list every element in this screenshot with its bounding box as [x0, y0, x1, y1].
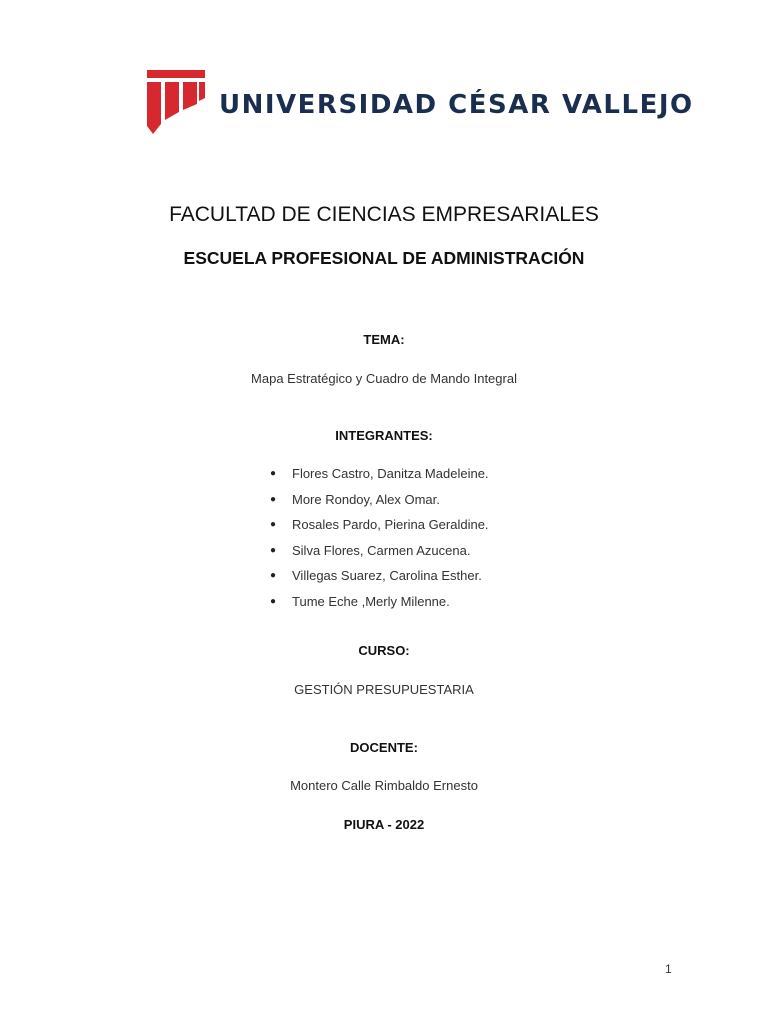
bullet-icon: ●	[270, 468, 277, 479]
university-name: UNIVERSIDAD CÉSAR VALLEJO	[219, 90, 694, 120]
docente-value: Montero Calle Rimbaldo Ernesto	[290, 778, 478, 793]
bullet-icon: ●	[270, 570, 277, 581]
bullet-icon: ●	[270, 493, 277, 505]
docente-label: DOCENTE:	[350, 740, 418, 755]
member-name: More Rondoy, Alex Omar.	[292, 491, 440, 507]
tema-value: Mapa Estratégico y Cuadro de Mando Integral	[251, 371, 517, 386]
member-name: Tume Eche ,Merly Milenne.	[292, 593, 450, 609]
page-number: 1	[665, 962, 672, 976]
list-item	[270, 593, 489, 619]
list-item	[270, 491, 489, 517]
list-item	[270, 465, 489, 491]
list-item	[270, 542, 489, 568]
list-item	[270, 567, 489, 593]
school-title: ESCUELA PROFESIONAL DE ADMINISTRACIÓN	[183, 248, 585, 268]
list-item	[270, 516, 489, 542]
members-list	[270, 465, 489, 618]
university-logo	[145, 68, 694, 136]
bullet-icon: ●	[270, 595, 277, 607]
bullet-icon: ●	[270, 519, 277, 530]
place-year: PIURA - 2022	[343, 817, 425, 832]
bullet-icon: ●	[270, 544, 277, 556]
member-name: Rosales Pardo, Pierina Geraldine.	[292, 517, 489, 532]
faculty-title: FACULTAD DE CIENCIAS EMPRESARIALES	[169, 203, 599, 226]
member-name: Flores Castro, Danitza Madeleine.	[292, 466, 489, 481]
member-name: Silva Flores, Carmen Azucena.	[292, 542, 471, 558]
integrantes-label: INTEGRANTES:	[335, 428, 433, 443]
tema-label: TEMA:	[363, 332, 405, 347]
curso-value: GESTIÓN PRESUPUESTARIA	[294, 682, 474, 697]
ucv-shield-icon	[145, 68, 207, 136]
curso-label: CURSO:	[358, 643, 410, 658]
member-name: Villegas Suarez, Carolina Esther.	[292, 568, 482, 583]
